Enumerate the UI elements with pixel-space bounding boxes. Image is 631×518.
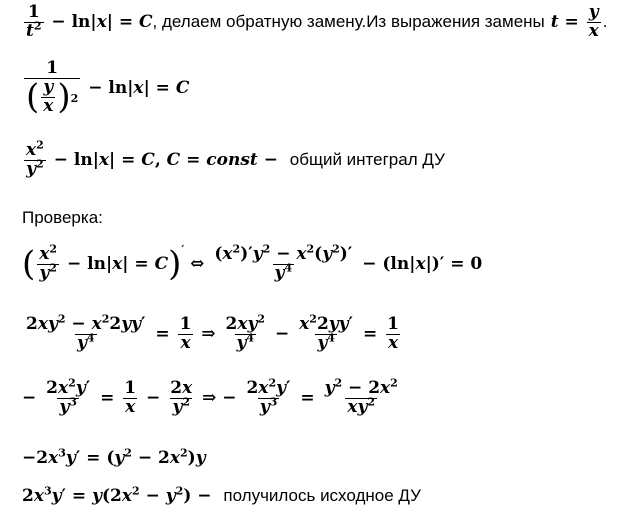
fraction-x2-over-y2: $\frac{x^2}{y^2}$ xyxy=(26,138,44,179)
equation-line-8: $-2x^3y' = (y^2 - 2x^2)y$ xyxy=(22,446,206,468)
text-original-equation: получилось исходное ДУ xyxy=(223,486,421,505)
equation-line-1: $\frac{1}{t^2}$ − ln|x| = C , делаем обратную замену.Из выражения замены t = $\frac{y}{x}$ . xyxy=(26,2,608,41)
equation-line-9: $2x^3y' = y(2x^2 - y^2)$ − получилось исходное ДУ xyxy=(22,484,421,506)
fraction-y-over-x: $\frac{y}{x}$ xyxy=(588,2,599,41)
equation-line-5: ( $\frac{x^2}{y^2}$ − ln|x| = C ) ′ ⇔ $\frac{(x^2)'y^2 - x^2(y^2)'}{y^4}$ − (ln|x|)′ = 0 xyxy=(22,242,483,285)
equation-line-3: $\frac{x^2}{y^2}$ − ln|x| = C, C = const − общий интеграл ДУ xyxy=(26,138,445,179)
equation-line-7: − $\frac{2x^2y'}{y^3}$ = $\frac{1}{x}$ − $\frac{2x}{y^2}$ ⇒ − $\frac{2x^2y'}{y^3}$ = $\frac{y^2 - 2x^2}{xy^2}$ xyxy=(22,376,398,417)
equation-line-6: $\frac{2xy^2 - x^22yy'}{y^4}$ = $\frac{1}{x}$ ⇒ $\frac{2xy^2}{y^4}$ − $\frac{x^22yy'}{y^4}$ = $\frac{1}{x}$ xyxy=(26,312,399,353)
check-label: Проверка: xyxy=(22,208,103,227)
period: . xyxy=(602,12,608,32)
text-general-integral: общий интеграл ДУ xyxy=(289,150,445,170)
fraction-1-over-yx2: 1 ( $\frac{y}{x}$ ) $^2$ xyxy=(26,58,79,118)
text-reverse-substitution: , делаем обратную замену.Из выражения замены xyxy=(152,12,545,32)
equation-line-2: 1 ( $\frac{y}{x}$ ) $^2$ − ln|x| = C xyxy=(26,58,190,118)
fraction-1-over-t2: $\frac{1}{t^2}$ xyxy=(26,2,42,41)
